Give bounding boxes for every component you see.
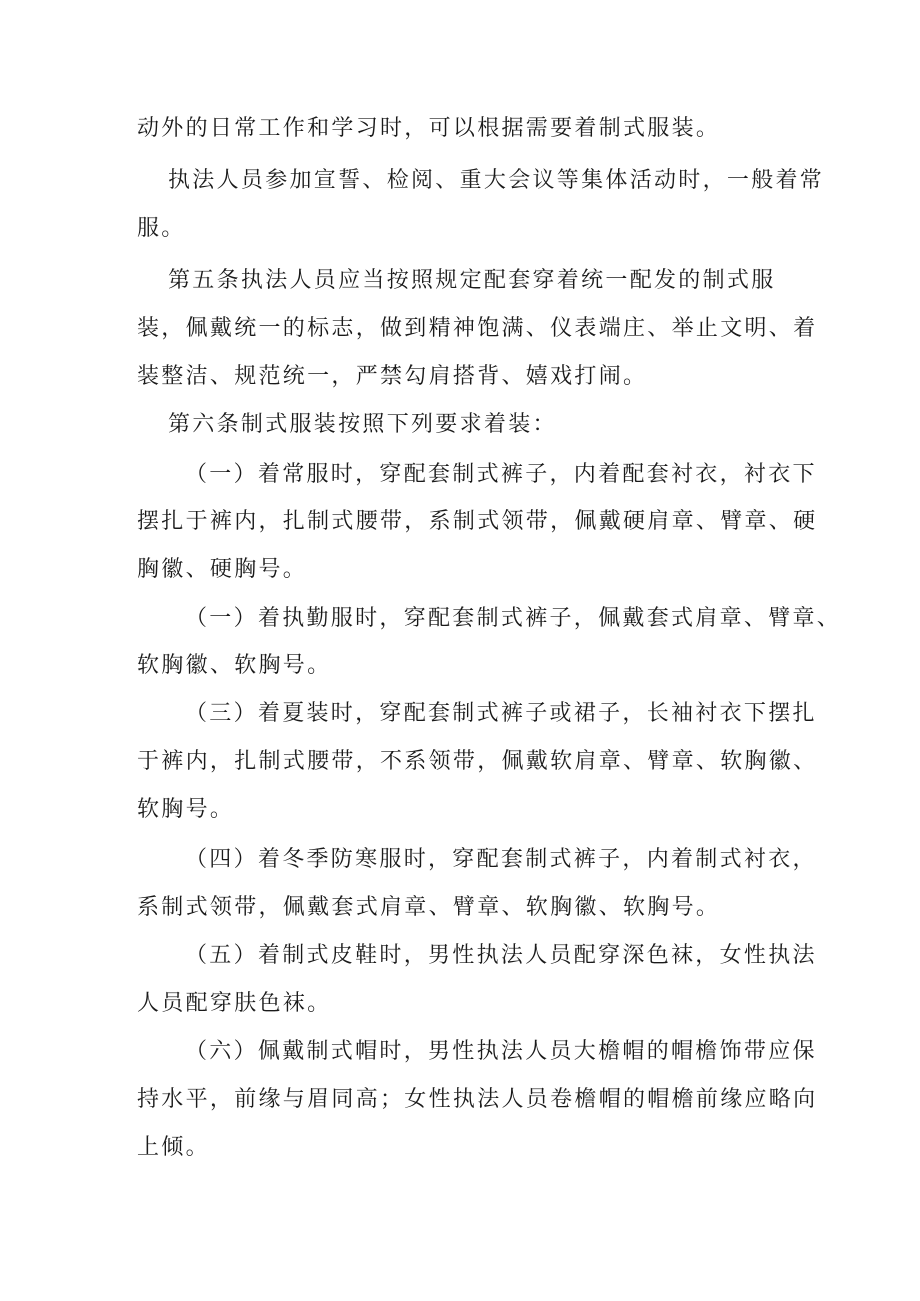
text-line: 第五条执法人员应当按照规定配套穿着统一配发的制式服 [168, 268, 776, 293]
text-line: 软胸号。 [137, 797, 235, 822]
text-line: 装，佩戴统一的标志，做到精神饱满、仪表端庄、举止文明、着 [137, 316, 818, 341]
text-line: （一）着执勤服时，穿配套制式裤子，佩戴套式肩章、臂章、 [185, 606, 842, 631]
text-line: 软胸徽、软胸号。 [137, 653, 332, 678]
text-line: 系制式领带，佩戴套式肩章、臂章、软胸徽、软胸号。 [137, 895, 721, 920]
text-line: （四）着冬季防寒服时，穿配套制式裤子，内着制式衬衣， [185, 847, 817, 872]
text-line: 人员配穿肤色袜。 [137, 991, 332, 1016]
text-line: 上倾。 [137, 1135, 210, 1160]
text-line: 第六条制式服装按照下列要求着装： [168, 412, 557, 437]
text-line: （一）着常服时，穿配套制式裤子，内着配套衬衣，衬衣下 [185, 462, 817, 487]
text-line: 持水平，前缘与眉同高；女性执法人员卷檐帽的帽檐前缘应略向 [137, 1087, 818, 1112]
text-line: 摆扎于裤内，扎制式腰带，系制式领带，佩戴硬肩章、臂章、硬 [137, 509, 818, 534]
text-line: （六）佩戴制式帽时，男性执法人员大檐帽的帽檐饰带应保 [185, 1039, 817, 1064]
text-line: 执法人员参加宣誓、检阅、重大会议等集体活动时，一般着常 [168, 168, 825, 193]
text-line: 装整洁、规范统一，严禁勾肩搭背、嬉戏打闹。 [137, 364, 648, 389]
text-line: （三）着夏装时，穿配套制式裤子或裙子，长袖衬衣下摆扎 [185, 701, 817, 726]
text-line: 动外的日常工作和学习时，可以根据需要着制式服装。 [137, 116, 721, 141]
text-line: （五）着制式皮鞋时，男性执法人员配穿深色袜，女性执法 [185, 943, 817, 968]
text-line: 胸徽、硬胸号。 [137, 557, 308, 582]
text-line: 服。 [137, 216, 186, 241]
text-line: 于裤内，扎制式腰带，不系领带，佩戴软肩章、臂章、软胸徽、 [137, 749, 818, 774]
